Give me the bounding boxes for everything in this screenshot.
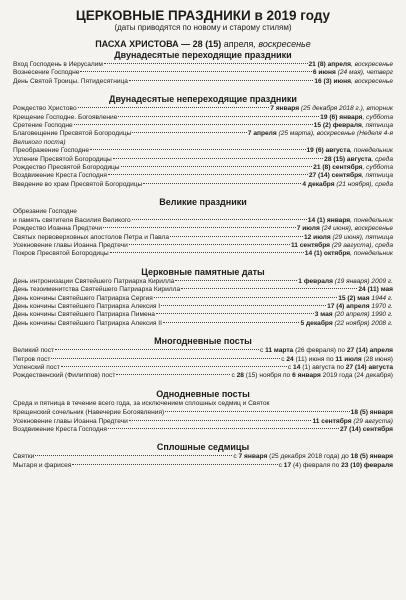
- section-heading-weeks: Сплошные седмицы: [156, 442, 250, 453]
- section-heading-great: Великие праздники: [159, 197, 247, 208]
- item-name: Рождество Иоанна Предтечи: [13, 225, 103, 233]
- item-name: Рождество Христово: [13, 105, 77, 113]
- item-date: 4 декабря (21 ноября), среда: [302, 180, 393, 188]
- dot-leader: [163, 322, 300, 323]
- dot-leader: [72, 464, 277, 465]
- dot-leader: [154, 297, 337, 298]
- dot-leader: [104, 63, 308, 64]
- dot-leader: [108, 428, 339, 429]
- section-heading-movable: Двунадесятые переходящие праздники: [114, 50, 292, 60]
- item-date: 19 (6) августа, понедельник: [306, 147, 393, 155]
- item-name: День интронизации Святейшего Патриарха Кирилла: [13, 277, 175, 285]
- item-date: 27 (14) сентября: [340, 426, 393, 433]
- list-item: [13, 105, 393, 113]
- item-date: 18 (5) января: [350, 409, 393, 417]
- item-name: Мытаря и фарисея: [13, 461, 72, 469]
- item-date: с 11 марта (26 февраля) по 27 (14) апреля: [259, 347, 393, 355]
- item-name: Покров Пресвятой Богородицы: [13, 250, 109, 258]
- section-movable: [13, 61, 393, 86]
- oneday-intro: Среда и пятница в течение всего года, за исключением сплошных седмиц и Святок: [13, 399, 270, 407]
- dot-leader: [80, 71, 311, 72]
- list-item: [13, 172, 393, 180]
- item-date: 27 (14) сентября, пятница: [308, 172, 393, 180]
- dot-leader: [181, 288, 357, 289]
- list-item: [13, 347, 393, 355]
- section-fixed: [13, 105, 393, 189]
- item-name: Крещение Господне. Богоявление: [13, 113, 118, 121]
- item-name: Благовещение Пресвятой Богородицы: [13, 130, 132, 138]
- item-date: 21 (8) сентября, суббота: [313, 164, 393, 172]
- list-item: [13, 114, 393, 122]
- item-name: и память святителя Василия Великого: [13, 216, 131, 224]
- dot-leader: [129, 420, 312, 421]
- list-item: [13, 453, 393, 461]
- item-date: 21 (8) апреля, воскресенье: [308, 61, 393, 68]
- dot-leader: [103, 227, 296, 228]
- list-item: [13, 69, 393, 77]
- item-name: Воздвижение Креста Господня: [13, 172, 107, 180]
- section-oneday: [13, 409, 393, 434]
- document-subtitle: (даты приводятся по новому и старому стилям): [114, 23, 292, 32]
- list-item: [13, 217, 393, 225]
- list-item: [13, 130, 393, 138]
- great-feast-pre-line: Обрезание Господне: [13, 208, 77, 216]
- item-date: 19 (6) января, суббота: [320, 113, 393, 121]
- dot-leader: [113, 158, 323, 159]
- item-name: Святки: [13, 453, 35, 461]
- dot-leader: [78, 107, 270, 108]
- dot-leader: [143, 183, 301, 184]
- item-date: 7 января (25 декабря 2018 г.), вторник: [270, 105, 393, 113]
- item-name: Успенский пост: [13, 363, 60, 371]
- list-item: [13, 225, 393, 233]
- item-date: 12 июля (29 июня), пятница: [303, 233, 393, 241]
- item-name: День тезоименитства Святейшего Патриарха Кирилла: [13, 286, 181, 294]
- item-date: 1 февраля (19 января) 2009 г.: [298, 277, 393, 285]
- item-name: Петров пост: [13, 355, 51, 363]
- item-name: Крещенский сочельник (Навечерие Богоявления): [13, 409, 165, 417]
- item-date: 3 мая (20 апреля) 1990 г.: [314, 311, 393, 319]
- item-name: Святых первоверховных апостолов Петра и Павла: [13, 233, 169, 241]
- list-item: [13, 295, 393, 303]
- dot-leader: [132, 132, 247, 133]
- section-heading-fixed: Двунадесятые непереходящие праздники: [109, 94, 297, 105]
- item-name: Великий пост: [13, 347, 55, 355]
- dot-leader: [118, 116, 319, 117]
- list-item: [13, 286, 393, 294]
- item-name: Усекновение главы Иоанна Предтечи: [13, 417, 128, 425]
- item-date: 5 декабря (22 ноября) 2008 г.: [300, 319, 393, 327]
- item-name: Преображение Господне: [13, 147, 90, 155]
- dot-leader: [116, 374, 230, 375]
- list-item: [13, 147, 393, 155]
- list-item: [13, 311, 393, 319]
- section-great: [13, 217, 393, 259]
- item-date: 28 (15) августа, среда: [324, 155, 393, 163]
- dot-leader: [161, 305, 326, 306]
- dot-leader: [132, 219, 307, 220]
- dot-leader: [129, 80, 313, 81]
- item-name: День кончины Святейшего Патриарха Сергия: [13, 294, 153, 302]
- list-item: [13, 418, 393, 426]
- dot-leader: [175, 280, 297, 281]
- item-date: с 28 (15) ноября по 6 января 2019 года (24 декабря): [231, 372, 393, 380]
- section-memorial: [13, 278, 393, 328]
- item-date: 7 июля (24 июня), воскресенье: [296, 225, 393, 233]
- item-date: 6 июня (24 мая), четверг: [312, 69, 393, 77]
- item-name: День кончины Святейшего Патриарха Алексия II: [13, 319, 162, 327]
- document-title: ЦЕРКОВНЫЕ ПРАЗДНИКИ в 2019 году: [75, 8, 331, 23]
- dot-leader: [61, 366, 287, 367]
- item-name: Вознесение Господне: [13, 69, 80, 77]
- item-date: с 24 (11) июня по 11 июля (28 июня): [281, 355, 393, 363]
- item-date: с 7 января (25 декабря 2018 года) до 18 (5) января: [233, 453, 393, 461]
- list-item: [13, 356, 393, 364]
- dot-leader: [51, 358, 280, 359]
- list-item: [13, 234, 393, 242]
- list-item: [13, 61, 393, 69]
- list-item: [13, 156, 393, 164]
- item-date: 11 сентября (29 августа): [312, 417, 393, 425]
- item-date: 7 апреля (25 марта), воскресенье (Неделя 4-я: [247, 130, 393, 138]
- item-name: Введение во храм Пресвятой Богородицы: [13, 180, 143, 188]
- dot-leader: [165, 411, 349, 412]
- list-item: [13, 320, 393, 328]
- item-date: 17 (4) апреля 1970 г.: [327, 302, 393, 310]
- item-date: 24 (11) мая: [358, 286, 393, 294]
- dot-leader: [74, 124, 313, 125]
- list-item: [13, 250, 393, 258]
- item-name: День Святой Троицы. Пятидесятница: [13, 77, 128, 85]
- section-weeks: [13, 453, 393, 470]
- item-date: 11 сентября (29 августа), среда: [290, 241, 393, 249]
- item-date: с 17 (4) февраля по 23 (10) февраля: [278, 461, 393, 469]
- section-fasts: [13, 347, 393, 381]
- item-name: День кончины Святейшего Патриарха Алексия I: [13, 302, 161, 310]
- item-date: 14 (1) октября, понедельник: [304, 250, 393, 258]
- item-date: 15 (2) мая 1944 г.: [338, 294, 393, 302]
- item-date: 15 (2) февраля, пятница: [313, 122, 393, 130]
- item-name: Усекновение главы Иоанна Предтечи: [13, 241, 128, 249]
- dot-leader: [110, 252, 304, 253]
- list-item: [13, 78, 393, 86]
- item-name: День кончины Святейшего Патриарха Пимена: [13, 311, 155, 319]
- item-name: Воздвижение Креста Господня: [13, 426, 107, 433]
- item-date: 16 (3) июня, воскресенье: [314, 77, 393, 85]
- list-item: [13, 278, 393, 286]
- item-name: Рождество Пресвятой Богородицы: [13, 164, 120, 172]
- dot-leader: [55, 349, 259, 350]
- section-heading-memorial: Церковные памятные даты: [141, 266, 265, 277]
- list-item: [13, 426, 393, 434]
- item-date: с 14 (1) августа по 27 (14) августа: [287, 363, 393, 371]
- dot-leader: [121, 166, 313, 167]
- item-name: Успение Пресвятой Богородицы: [13, 155, 112, 163]
- pascha-line: ПАСХА ХРИСТОВА — 28 (15) апреля, воскресенье: [95, 39, 311, 49]
- dot-leader: [108, 174, 308, 175]
- list-item: [13, 181, 393, 189]
- item-name: Сретение Господне: [13, 122, 73, 130]
- dot-leader: [90, 149, 305, 150]
- list-item: [13, 462, 393, 470]
- item-name: Рождественский (Филиппов) пост: [13, 372, 116, 380]
- dot-leader: [129, 244, 290, 245]
- section-heading-oneday: Однодневные посты: [156, 388, 250, 399]
- dot-leader: [35, 455, 232, 456]
- list-item: [13, 409, 393, 417]
- annunciation-continuation: Великого поста): [13, 138, 66, 146]
- item-name: Вход Господень в Иерусалим: [13, 61, 103, 68]
- dot-leader: [170, 236, 303, 237]
- section-heading-fasts: Многодневные посты: [154, 336, 252, 347]
- dot-leader: [156, 313, 314, 314]
- list-item: [13, 372, 393, 380]
- item-date: 14 (1) января, понедельник: [307, 216, 393, 224]
